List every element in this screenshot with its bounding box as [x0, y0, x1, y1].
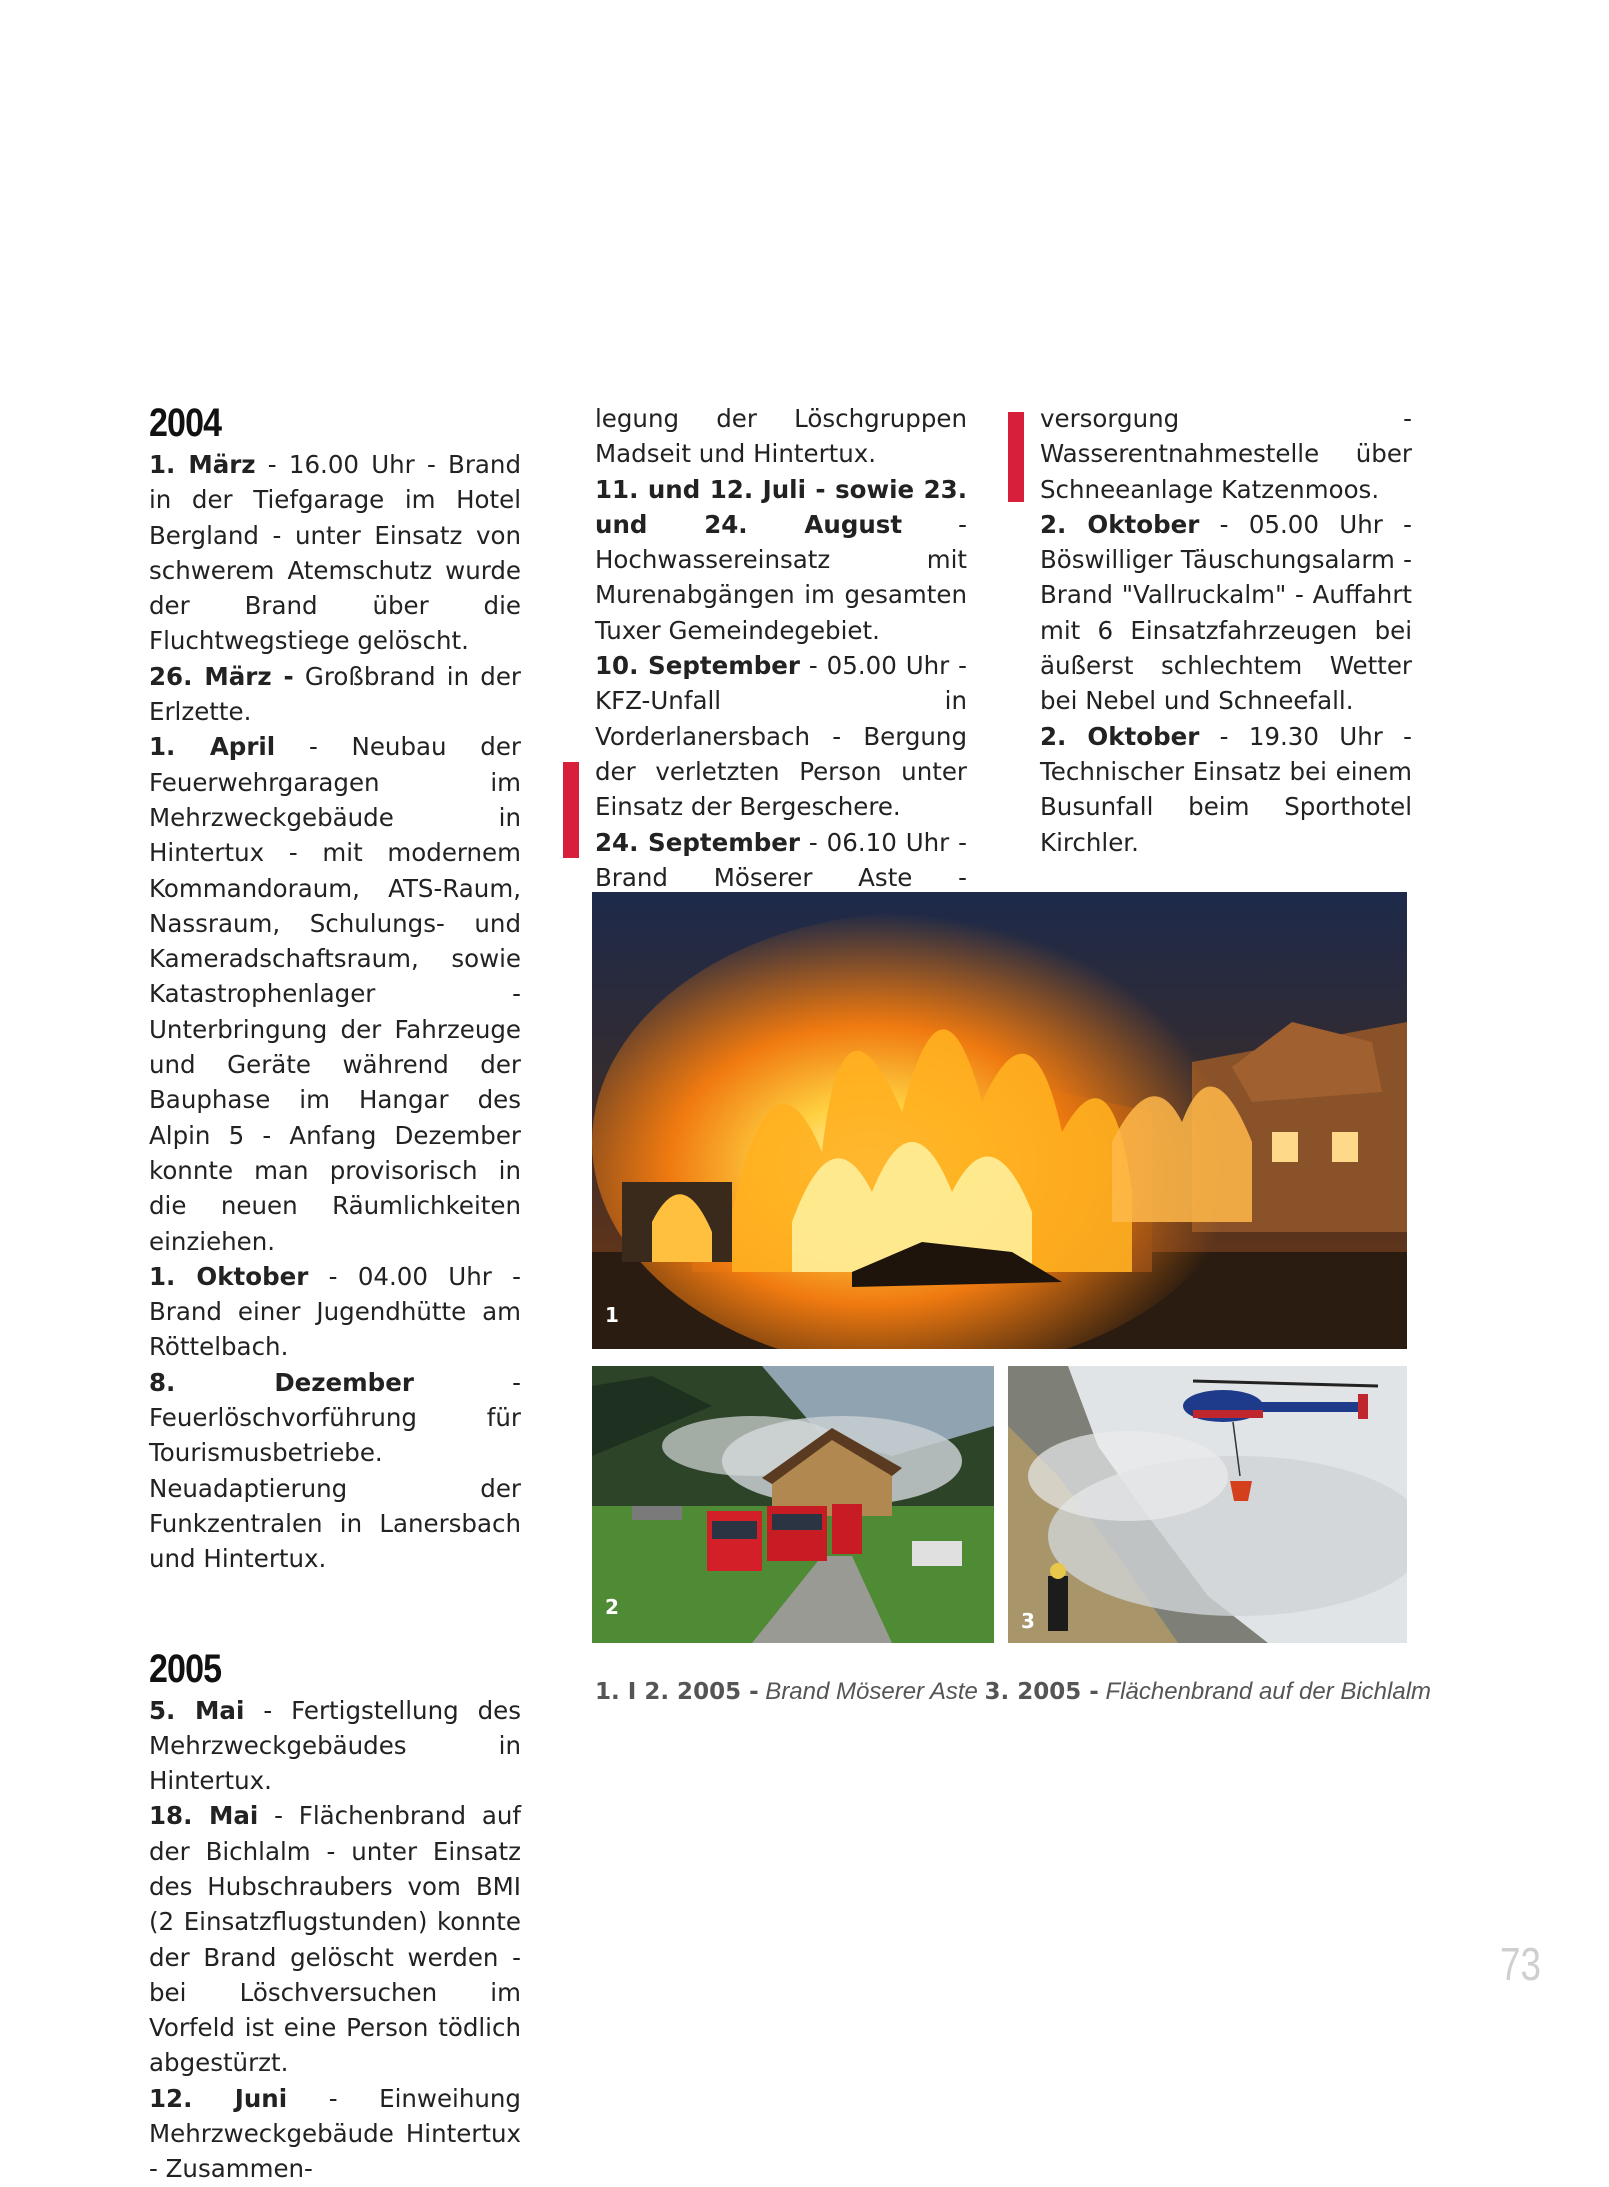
entry-date: 24. September	[595, 827, 800, 857]
entry-text: - Neubau der Feuerwehrgaragen im Mehrzweckgebäude in Hintertux - mit modernem Kommandoraum, ATS-Raum, Nassraum, Schulungs- und Kameradschaftsraum, sowie Katastrophenlager - Unterbringung der Fahrzeuge und Geräte während der Bauphase im Hangar des Alpin 5 - Anfang Dezember konnte man provisorisch in die neuen Räumlichkeiten einziehen.	[149, 732, 521, 1256]
entry-date: 1. April	[149, 732, 276, 762]
entry-text: - 16.00 Uhr - Brand in der Tiefgarage im Hotel Bergland - unter Einsatz von schwerem Atemschutz wurde der Brand über die Fluchtwegstiege gelöscht.	[149, 450, 522, 656]
entry-continued	[595, 401, 967, 472]
column-left	[149, 401, 521, 2187]
entry-2004-5	[149, 1365, 521, 1577]
photo-number: 2	[605, 1595, 619, 1619]
entry-text: legung der Löschgruppen Madseit und Hintertux.	[595, 404, 967, 469]
entry-text: - Hochwassereinsatz mit Murenabgängen im gesamten Tuxer Gemeindegebiet.	[595, 509, 967, 645]
entry-2005-7	[1040, 507, 1412, 719]
caption-label: 3. 2005 -	[984, 1679, 1099, 1705]
page-number: 73	[1500, 1938, 1541, 1990]
highlight-bar	[1008, 412, 1024, 502]
entry-text: - Einweihung Mehrzweckgebäude Hintertux - Zusammen-	[149, 2083, 521, 2184]
entry-date: 8. Dezember	[149, 1367, 414, 1397]
entry-date: 11. und 12. Juli - sowie 23. und 24. August	[595, 474, 967, 539]
entry-text: - 06.10 Uhr - Brand Möserer Aste -	[595, 827, 967, 892]
column-right	[1040, 401, 1412, 860]
entry-2005-5	[595, 648, 967, 824]
entry-text: - 05.00 Uhr - KFZ-Unfall in Vorderlanersbach - Bergung der verletzten Person unter Einsatz der Bergeschere.	[595, 651, 967, 822]
entry-2005-1	[149, 1693, 521, 1799]
entry-text: - Flächenbrand auf der Bichlalm - unter Einsatz des Hubschraubers vom BMI (2 Einsatzflugstunden) konnte der Brand gelöscht werden - bei Löschversuchen im Vorfeld ist eine Person tödlich abgestürzt.	[149, 1801, 521, 2078]
entry-2004-1	[149, 447, 521, 659]
entry-2005-8	[1040, 719, 1412, 860]
entry-date: 2. Oktober	[1040, 721, 1200, 751]
photo-number: 3	[1021, 1609, 1035, 1633]
photo-caption	[595, 1678, 1432, 1706]
entry-continued	[1040, 401, 1412, 507]
entry-text: - 04.00 Uhr - Brand einer Jugendhütte am Röttelbach.	[149, 1261, 521, 1362]
entry-date: 1. Oktober	[149, 1261, 309, 1291]
photo-number: 1	[605, 1303, 619, 1327]
entry-date: 1. März	[149, 450, 256, 479]
highlight-bar	[563, 762, 579, 858]
photo-fire-trucks	[592, 1366, 994, 1643]
entry-date: 18. Mai	[149, 1801, 259, 1831]
year-heading-2005: 2005	[149, 1646, 222, 1691]
caption-label: 1. I 2. 2005 -	[595, 1679, 759, 1705]
entry-2004-3	[149, 729, 521, 1258]
entry-2005-2	[149, 1798, 521, 2080]
entry-2004-2	[149, 659, 521, 730]
year-heading-2004: 2004	[149, 401, 222, 445]
entry-text: versorgung - Wasserentnahmestelle über Schneeanlage Katzenmoos.	[1040, 404, 1412, 504]
photo-barn-fire	[592, 892, 1407, 1349]
entry-2005-3	[149, 2081, 521, 2187]
entry-2004-4	[149, 1259, 521, 1365]
entry-text: - 19.30 Uhr - Technischer Einsatz bei einem Busunfall beim Sporthotel Kirchler.	[1040, 721, 1412, 857]
entry-date: 12. Juni	[149, 2083, 288, 2113]
entry-date: 10. September	[595, 651, 800, 681]
entry-2005-4	[595, 472, 967, 648]
caption-text: Flächenbrand auf der Bichlalm	[1098, 1678, 1432, 1705]
caption-text: Brand Möserer Aste	[758, 1678, 985, 1705]
entry-text: Großbrand in der Erlzette.	[149, 661, 521, 727]
entry-text: - 05.00 Uhr - Böswilliger Täuschungsalarm - Brand "Vallruckalm" - Auffahrt mit 6 Einsatzfahrzeugen bei äußerst schlechtem Wetter bei Nebel und Schneefall.	[1040, 509, 1412, 716]
entry-text: - Feuerlöschvorführung für Tourismusbetriebe. Neuadaptierung der Funkzentralen in Lanersbach und Hintertux.	[149, 1367, 521, 1574]
column-middle	[595, 401, 967, 966]
entry-date: 5. Mai	[149, 1695, 245, 1725]
entry-date: 2. Oktober	[1040, 509, 1200, 539]
entry-text: - Fertigstellung des Mehrzweckgebäudes in Hintertux.	[149, 1695, 522, 1796]
photo-helicopter	[1008, 1366, 1407, 1643]
entry-date: 26. März -	[149, 661, 294, 691]
